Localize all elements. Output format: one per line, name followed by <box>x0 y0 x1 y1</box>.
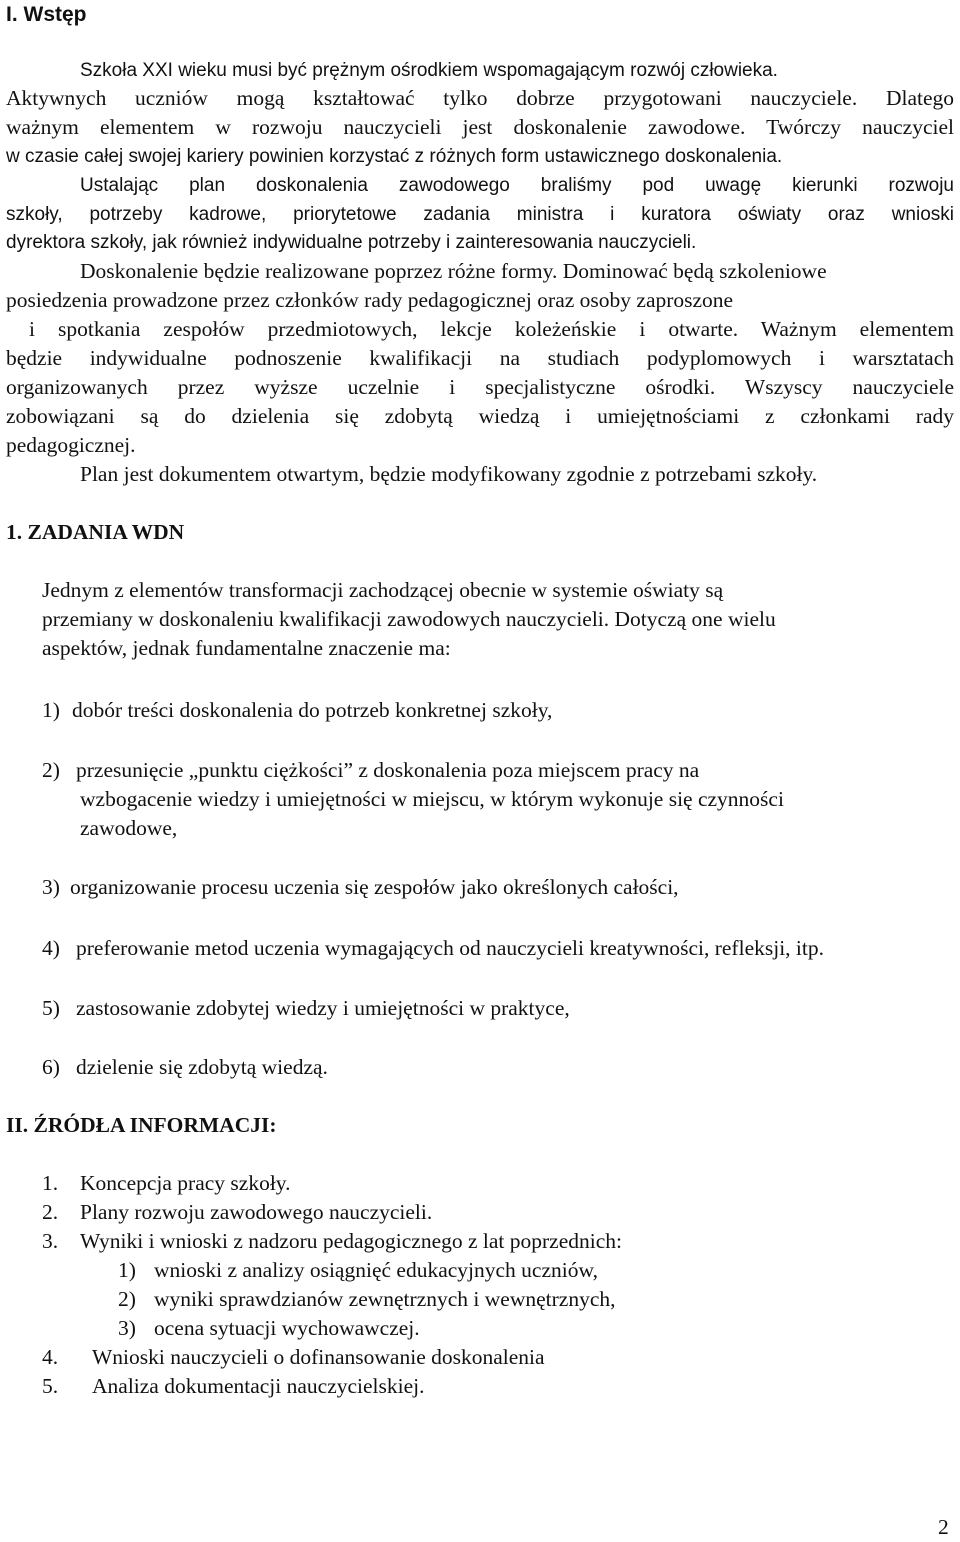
task-number: 5) <box>42 996 60 1020</box>
source-subtext: ocena sytuacji wychowawczej. <box>154 1316 420 1340</box>
source-subnumber: 1) <box>118 1258 136 1282</box>
task-text: zawodowe, <box>80 816 178 840</box>
task-text: dzielenie się zdobytą wiedzą. <box>76 1055 328 1079</box>
intro-line: szkoły, potrzeby kadrowe, priorytetowe zadania ministra i kuratora oświaty oraz wnioski <box>6 204 954 225</box>
intro-line: dyrektora szkoły, jak również indywidualne potrzeby i zainteresowania nauczycieli. <box>6 232 697 253</box>
source-subtext: wnioski z analizy osiągnięć edukacyjnych uczniów, <box>154 1258 598 1282</box>
task-text: zastosowanie zdobytej wiedzy i umiejętności w praktyce, <box>76 996 570 1020</box>
task-text: preferowanie metod uczenia wymagających od nauczycieli kreatywności, refleksji, itp. <box>76 936 824 960</box>
intro-line: w czasie całej swojej kariery powinien korzystać z różnych form ustawicznego doskonalenia. <box>6 146 783 167</box>
source-number: 5. <box>42 1374 59 1398</box>
intro-line: zobowiązani są do dzielenia się zdobytą wiedzą i umiejętnościami z członkami rady <box>6 404 954 428</box>
task-number: 3) <box>42 875 60 899</box>
task-number: 4) <box>42 936 60 960</box>
section-heading-tasks: 1. ZADANIA WDN <box>6 520 185 544</box>
intro-line: Plan jest dokumentem otwartym, będzie modyfikowany zgodnie z potrzebami szkoły. <box>80 462 818 486</box>
section-heading-sources: II. ŹRÓDŁA INFORMACJI: <box>6 1113 277 1137</box>
intro-line: będzie indywidualne podnoszenie kwalifikacji na studiach podyplomowych i warsztatach <box>6 346 954 370</box>
task-number: 6) <box>42 1055 60 1079</box>
intro-line: organizowanych przez wyższe uczelnie i specjalistyczne ośrodki. Wszyscy nauczyciele <box>6 375 954 399</box>
source-number: 2. <box>42 1200 59 1224</box>
source-subnumber: 3) <box>118 1316 136 1340</box>
task-number: 1) <box>42 698 60 722</box>
intro-line: i spotkania zespołów przedmiotowych, lekcje koleżeńskie i otwarte. Ważnym elementem <box>6 317 954 341</box>
intro-line: ważnym elementem w rozwoju nauczycieli jest doskonalenie zawodowe. Twórczy nauczyciel <box>6 115 954 139</box>
source-subtext: wyniki sprawdzianów zewnętrznych i wewnętrznych, <box>154 1287 616 1311</box>
task-text: przesunięcie „punktu ciężkości” z doskonalenia poza miejscem pracy na <box>76 758 700 782</box>
tasks-intro-line: przemiany w doskonaleniu kwalifikacji zawodowych nauczycieli. Dotyczą one wielu <box>42 607 776 631</box>
source-text: Koncepcja pracy szkoły. <box>80 1171 291 1195</box>
source-text: Analiza dokumentacji nauczycielskiej. <box>92 1374 425 1398</box>
intro-line: Szkoła XXI wieku musi być prężnym ośrodkiem wspomagającym rozwój człowieka. <box>80 60 778 81</box>
source-number: 3. <box>42 1229 59 1253</box>
intro-line: Ustalając plan doskonalenia zawodowego braliśmy pod uwagę kierunki rozwoju <box>80 175 954 196</box>
intro-line: Aktywnych uczniów mogą kształtować tylko dobrze przygotowani nauczyciele. Dlatego <box>6 86 954 110</box>
source-subnumber: 2) <box>118 1287 136 1311</box>
source-number: 1. <box>42 1171 59 1195</box>
intro-line: Doskonalenie będzie realizowane poprzez różne formy. Dominować będą szkoleniowe <box>80 259 827 283</box>
section-heading-intro: I. Wstęp <box>6 3 87 26</box>
source-text: Wyniki i wnioski z nadzoru pedagogicznego z lat poprzednich: <box>80 1229 623 1253</box>
tasks-intro-line: aspektów, jednak fundamentalne znaczenie ma: <box>42 636 451 660</box>
source-text: Wnioski nauczycieli o dofinansowanie doskonalenia <box>92 1345 545 1369</box>
page-number: 2 <box>938 1515 949 1539</box>
task-text: dobór treści doskonalenia do potrzeb konkretnej szkoły, <box>72 698 553 722</box>
tasks-intro-line: Jednym z elementów transformacji zachodzącej obecnie w systemie oświaty są <box>42 578 724 602</box>
source-text: Plany rozwoju zawodowego nauczycieli. <box>80 1200 433 1224</box>
task-text: wzbogacenie wiedzy i umiejętności w miejscu, w którym wykonuje się czynności <box>80 787 784 811</box>
intro-line: posiedzenia prowadzone przez członków rady pedagogicznej oraz osoby zaproszone <box>6 288 734 312</box>
task-number: 2) <box>42 758 60 782</box>
intro-line: pedagogicznej. <box>6 433 136 457</box>
task-text: organizowanie procesu uczenia się zespołów jako określonych całości, <box>70 875 679 899</box>
source-number: 4. <box>42 1345 59 1369</box>
